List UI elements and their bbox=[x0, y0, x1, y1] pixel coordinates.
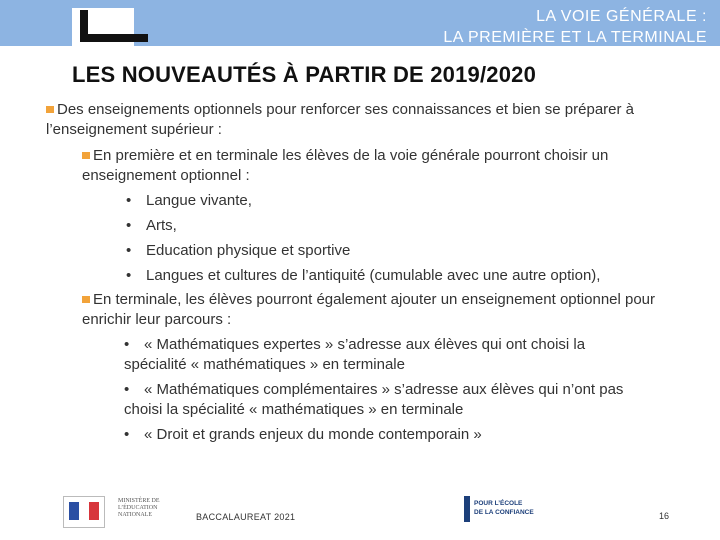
corner-logo bbox=[72, 8, 150, 46]
list-item-text: « Droit et grands enjeux du monde contemporain » bbox=[144, 426, 482, 443]
bullet-icon: • bbox=[124, 336, 130, 353]
list-item-text: Arts, bbox=[146, 217, 177, 234]
header-line-2: LA PREMIÈRE ET LA TERMINALE bbox=[443, 29, 707, 46]
list-item bbox=[124, 380, 664, 420]
list-item-text: « Mathématiques complémentaires » s’adresse aux élèves qui n’ont pas choisi la spécialité « mathématiques » en terminale bbox=[124, 381, 624, 418]
section-2-paragraph bbox=[82, 290, 682, 330]
logo-text-line-1: POUR L’ÉCOLE bbox=[474, 500, 523, 507]
square-bullet-icon bbox=[82, 296, 90, 303]
list-item-text: Langue vivante, bbox=[146, 192, 252, 209]
intro-text: Des enseignements optionnels pour renforcer ses connaissances et bien se préparer à l’enseignement supérieur : bbox=[46, 101, 635, 138]
list-item-text: Education physique et sportive bbox=[146, 242, 351, 259]
bullet-icon: • bbox=[124, 426, 130, 443]
intro-paragraph bbox=[46, 100, 686, 140]
ministry-logo-text: MINISTÈRE DE L’ÉDUCATION NATIONALE bbox=[118, 498, 160, 518]
section-2-text: En terminale, les élèves pourront également ajouter un enseignement optionnel pour enrichir leur parcours : bbox=[82, 291, 656, 328]
bullet-icon: • bbox=[126, 242, 132, 259]
bullet-icon: • bbox=[124, 381, 130, 398]
footer-center-text: BACCALAUREAT 2021 bbox=[196, 512, 296, 522]
header-title bbox=[443, 6, 707, 48]
bullet-icon: • bbox=[126, 267, 132, 284]
list-item-text: « Mathématiques expertes » s’adresse aux élèves qui ont choisi la spécialité « mathématiques » en terminale bbox=[124, 336, 586, 373]
ministry-logo bbox=[63, 496, 163, 529]
bullet-icon: • bbox=[126, 217, 132, 234]
list-item bbox=[124, 335, 644, 375]
ecole-confiance-logo bbox=[464, 496, 556, 526]
list-item bbox=[124, 425, 664, 445]
list-item bbox=[126, 216, 177, 236]
list-item bbox=[126, 241, 350, 261]
page-number: 16 bbox=[659, 511, 670, 521]
list-item-text: Langues et cultures de l’antiquité (cumulable avec une autre option), bbox=[146, 267, 601, 284]
logo-text-line-2: DE LA CONFIANCE bbox=[474, 509, 534, 516]
bullet-icon: • bbox=[126, 192, 132, 209]
logo-bar-icon bbox=[464, 496, 470, 522]
section-1-paragraph bbox=[82, 146, 682, 186]
square-bullet-icon bbox=[46, 106, 54, 113]
list-item bbox=[126, 266, 600, 286]
section-1-text: En première et en terminale les élèves de la voie générale pourront choisir un enseignement optionnel : bbox=[82, 147, 609, 184]
french-flag-icon bbox=[63, 496, 105, 528]
header-line-1: LA VOIE GÉNÉRALE : bbox=[536, 8, 707, 25]
page-title: LES NOUVEAUTÉS À PARTIR DE 2019/2020 bbox=[72, 62, 537, 87]
list-item bbox=[126, 191, 252, 211]
square-bullet-icon bbox=[82, 152, 90, 159]
